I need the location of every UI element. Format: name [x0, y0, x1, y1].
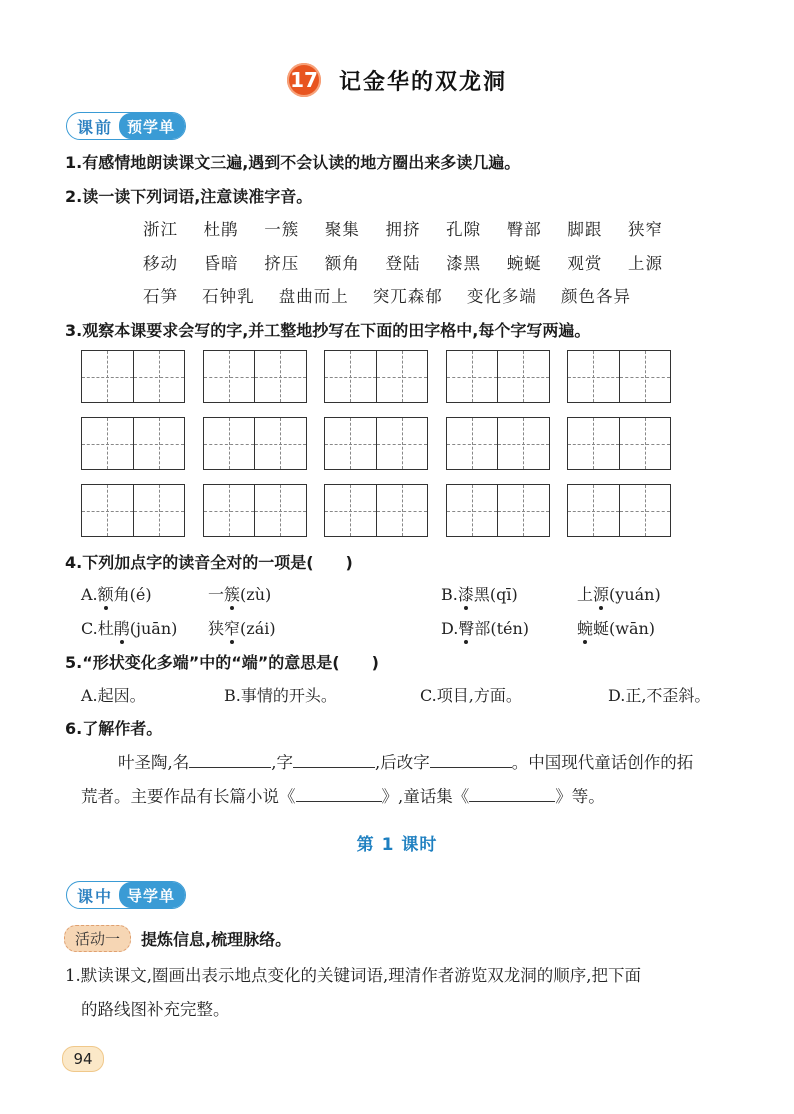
word: 拥挤 — [385, 220, 421, 239]
option-label: D. — [441, 619, 459, 638]
activity-title: 提炼信息,梳理脉络。 — [141, 930, 292, 949]
word: 移动 — [143, 254, 178, 273]
dotted-char: 额 — [97, 585, 114, 604]
pre-class-tag-right: 预学单 — [119, 113, 185, 139]
question-6: 6.了解作者。 — [65, 719, 163, 738]
answer-blank-name[interactable] — [189, 751, 271, 768]
writing-cell[interactable] — [567, 417, 671, 470]
word-row-1 — [143, 216, 663, 240]
answer-blank-later-name[interactable] — [430, 751, 512, 768]
q4-option-a-word-2: 一簇(zù) — [208, 585, 272, 604]
answer-blank-novel[interactable] — [296, 785, 382, 802]
question-2: 2.读一读下列词语,注意读准字音。 — [65, 187, 313, 206]
writing-cell[interactable] — [324, 350, 428, 403]
writing-cell[interactable] — [446, 484, 550, 537]
word: 颜色各异 — [560, 287, 631, 306]
dotted-char: 蜿 — [577, 619, 594, 638]
in-class-tag-right: 导学单 — [119, 882, 185, 908]
writing-cell[interactable] — [324, 417, 428, 470]
question-3: 3.观察本课要求会写的字,并工整地抄写在下面的田字格中,每个字写两遍。 — [65, 321, 591, 340]
lesson-title: 记金华的双龙洞 — [338, 69, 507, 95]
dotted-char: 漆 — [457, 585, 474, 604]
word: 额角 — [324, 254, 360, 273]
word: 石钟乳 — [202, 287, 255, 306]
word: 上源 — [628, 254, 663, 273]
word: 一簇 — [264, 220, 300, 239]
word: 观赏 — [567, 254, 603, 273]
activity-tag: 活动一 — [64, 925, 131, 952]
lesson-period-heading: 第 1 课时 — [356, 835, 438, 855]
activity-one — [64, 925, 291, 952]
writing-cell[interactable] — [324, 484, 428, 537]
page-number: 94 — [62, 1046, 104, 1072]
pre-class-tag-left: 课前 — [77, 117, 114, 137]
q6-line-1: 叶圣陶,名 ,字 ,后改字 。中国现代童话创作的拓 — [118, 753, 694, 772]
word: 石笋 — [143, 287, 178, 306]
question-4: 4.下列加点字的读音全对的一项是( ) — [65, 553, 353, 572]
q5-option-a[interactable]: A.起因。 — [81, 686, 146, 705]
word: 浙江 — [143, 220, 178, 239]
writing-cell[interactable] — [203, 484, 307, 537]
option-label: C. — [81, 619, 98, 638]
word: 突兀森郁 — [372, 287, 443, 306]
q5-option-c[interactable]: C.项目,方面。 — [420, 686, 522, 705]
word: 变化多端 — [466, 287, 537, 306]
word: 蜿蜒 — [506, 254, 542, 273]
q4-option-d[interactable]: D.臀部(tén) — [441, 619, 530, 638]
writing-cell[interactable] — [567, 350, 671, 403]
dotted-char: 源 — [593, 585, 610, 604]
word: 漆黑 — [446, 254, 482, 273]
writing-cell[interactable] — [81, 484, 185, 537]
writing-cell[interactable] — [567, 484, 671, 537]
dotted-char: 臀 — [458, 619, 475, 638]
q4-option-b[interactable]: B.漆黑(qī) — [441, 585, 518, 604]
dotted-char: 簇 — [224, 585, 241, 604]
question-1: 1.有感情地朗读课文三遍,遇到不会认读的地方圈出来多读几遍。 — [65, 153, 521, 172]
word-row-3 — [143, 283, 631, 307]
q4-option-c[interactable]: C.杜鹃(juān) — [81, 619, 178, 638]
q4-option-d-word-2: 蜿蜒(wān) — [577, 619, 656, 638]
writing-cell[interactable] — [81, 417, 185, 470]
in-class-tag — [66, 881, 186, 909]
writing-cell[interactable] — [203, 350, 307, 403]
activity-question-1-line-2: 的路线图补充完整。 — [81, 1000, 230, 1019]
word: 狭窄 — [628, 220, 663, 239]
answer-blank-fairy-tales[interactable] — [469, 785, 555, 802]
word: 聚集 — [324, 220, 360, 239]
word: 杜鹃 — [203, 220, 239, 239]
answer-blank-courtesy-name[interactable] — [293, 751, 375, 768]
q5-option-b[interactable]: B.事情的开头。 — [224, 686, 337, 705]
q4-option-c-word-2: 狭窄(zái) — [208, 619, 276, 638]
activity-question-1-line-1: 1.默读课文,圈画出表示地点变化的关键词语,理清作者游览双龙洞的顺序,把下面 — [65, 966, 641, 985]
word: 昏暗 — [203, 254, 239, 273]
q6-line-2: 荒者。主要作品有长篇小说《 》,童话集《 》等。 — [81, 787, 605, 806]
writing-grid — [81, 350, 671, 537]
writing-cell[interactable] — [203, 417, 307, 470]
word: 脚跟 — [567, 220, 603, 239]
option-label: B. — [441, 585, 458, 604]
q4-option-b-word-2: 上源(yuán) — [577, 585, 661, 604]
option-label: A. — [81, 585, 98, 604]
word: 盘曲而上 — [278, 287, 349, 306]
q5-option-d[interactable]: D.正,不歪斜。 — [608, 686, 711, 705]
word-row-2 — [143, 250, 663, 274]
word: 孔隙 — [446, 220, 482, 239]
q4-option-a[interactable]: A.额角(é) — [81, 585, 152, 604]
writing-cell[interactable] — [446, 350, 550, 403]
dotted-char: 窄 — [224, 619, 241, 638]
writing-cell[interactable] — [81, 350, 185, 403]
lesson-title-bar — [0, 62, 794, 98]
word: 臀部 — [506, 220, 542, 239]
pre-class-tag — [66, 112, 186, 140]
writing-cell[interactable] — [446, 417, 550, 470]
word: 登陆 — [385, 254, 421, 273]
word: 挤压 — [264, 254, 300, 273]
dotted-char: 鹃 — [113, 619, 130, 638]
in-class-tag-left: 课中 — [77, 886, 114, 906]
question-5: 5.“形状变化多端”中的“端”的意思是( ) — [65, 653, 379, 672]
lesson-number-badge: 17 — [287, 63, 321, 97]
